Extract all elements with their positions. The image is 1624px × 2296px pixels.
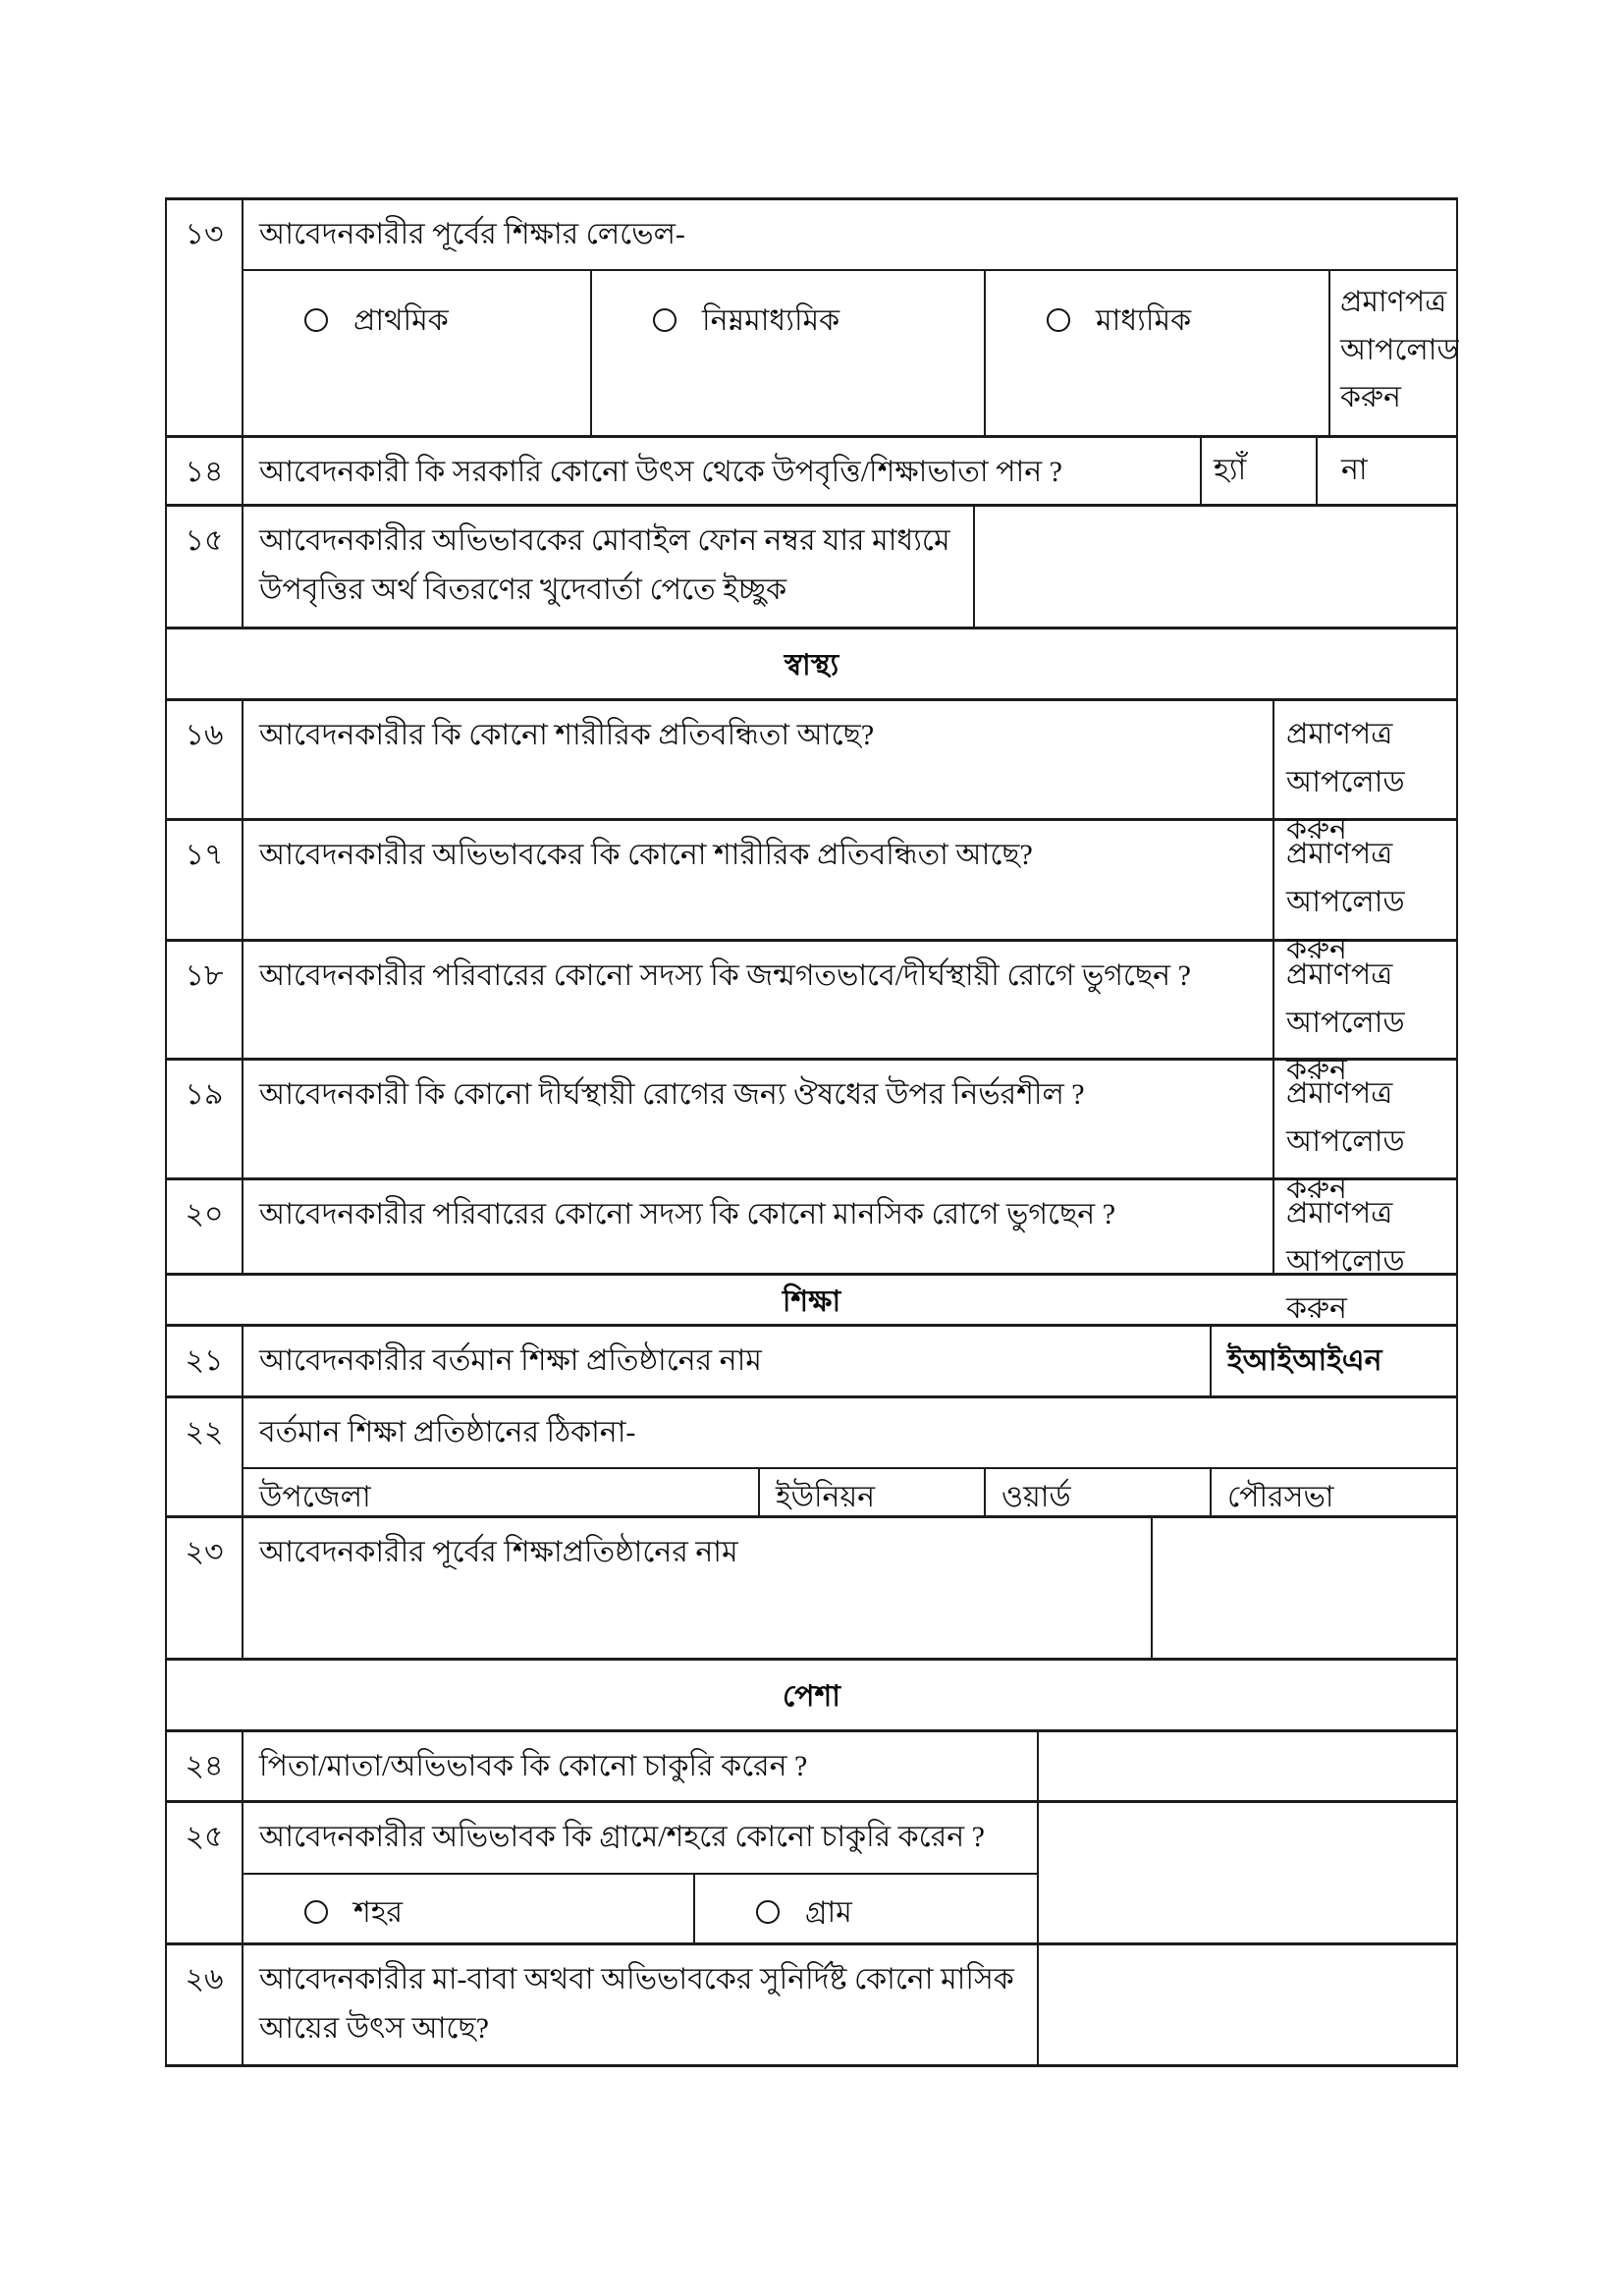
row14-question: আবেদনকারী কি সরকারি কোনো উৎস থেকে উপবৃত্তি/শিক্ষাভাতা পান ? xyxy=(244,438,1202,504)
row-23 xyxy=(167,1518,1456,1661)
row-24 xyxy=(167,1732,1456,1803)
row22-pourashava-cell[interactable]: পৌরসভা xyxy=(1227,1481,1334,1513)
row24-number: ২৪ xyxy=(167,1732,244,1800)
education-level-option-primary[interactable] xyxy=(244,271,592,435)
radio-icon xyxy=(1047,308,1070,332)
row18-question: আবেদনকারীর পরিবারের কোনো সদস্য কি জন্মগতভাবে/দীর্ঘস্থায়ী রোগে ভুগছেন ? xyxy=(244,942,1274,1058)
option-label: মাধ্যমিক xyxy=(1096,304,1192,338)
row16-number: ১৬ xyxy=(167,701,244,818)
row-18 xyxy=(167,942,1456,1087)
option-label: নিম্নমাধ্যমিক xyxy=(702,304,840,338)
row14-yes-cell[interactable]: হ্যাঁ xyxy=(1202,438,1318,504)
option-label: প্রাথমিক xyxy=(353,304,449,338)
row19-question: আবেদনকারী কি কোনো দীর্ঘস্থায়ী রোগের জন্য ঔষধের উপর নির্ভরশীল ? xyxy=(244,1061,1274,1177)
application-form-table xyxy=(165,197,1458,2067)
row-13 xyxy=(167,200,1459,438)
row19-number: ১৯ xyxy=(167,1061,244,1177)
radio-icon xyxy=(304,1900,328,1924)
row-21 xyxy=(167,1327,1456,1398)
row15-phone-input-cell[interactable] xyxy=(975,507,1456,627)
row16-question: আবেদনকারীর কি কোনো শারীরিক প্রতিবন্ধিতা আছে? xyxy=(244,701,1274,818)
row26-number: ২৬ xyxy=(167,1945,244,2064)
radio-icon xyxy=(756,1900,780,1924)
row25-number: ২৫ xyxy=(167,1803,244,1942)
row-25 xyxy=(167,1803,1456,1945)
row25-option-village[interactable] xyxy=(695,1875,1037,1942)
row26-answer-input-cell[interactable] xyxy=(1039,1945,1456,2064)
row21-eiin-input-cell[interactable]: ইআইআইএন xyxy=(1227,1344,1382,1377)
row22-question: বর্তমান শিক্ষা প্রতিষ্ঠানের ঠিকানা- xyxy=(244,1398,1456,1469)
row23-answer-input-cell[interactable] xyxy=(1153,1518,1456,1658)
row25-question: আবেদনকারীর অভিভাবক কি গ্রামে/শহরে কোনো চাকুরি করেন ? xyxy=(244,1803,1037,1875)
row23-question: আবেদনকারীর পূর্বের শিক্ষাপ্রতিষ্ঠানের নাম xyxy=(244,1518,1153,1658)
row18-upload-certificate-button[interactable]: প্রমাণপত্র আপলোড করুন xyxy=(1286,958,1405,1087)
row22-number: ২২ xyxy=(167,1398,244,1515)
section-header-health: স্বাস্থ্য xyxy=(167,629,1456,701)
section-header-occupation: পেশা xyxy=(167,1661,1456,1732)
row17-upload-certificate-button[interactable]: প্রমাণপত্র আপলোড করুন xyxy=(1286,838,1405,966)
row-26 xyxy=(167,1945,1456,2064)
row22-ward-cell[interactable]: ওয়ার্ড xyxy=(986,1469,1212,1515)
row13-upload-certificate-button[interactable]: প্রমাণপত্র আপলোড করুন xyxy=(1340,286,1459,414)
row20-number: ২০ xyxy=(167,1180,244,1273)
row13-number: ১৩ xyxy=(167,200,244,435)
row15-number: ১৫ xyxy=(167,507,244,627)
education-level-option-secondary[interactable] xyxy=(986,271,1330,435)
row16-upload-certificate-button[interactable]: প্রমাণপত্র আপলোড করুন xyxy=(1286,718,1405,847)
radio-icon xyxy=(304,308,328,332)
row22-upazila-cell[interactable]: উপজেলা xyxy=(244,1469,760,1515)
row-17 xyxy=(167,821,1456,966)
row20-question: আবেদনকারীর পরিবারের কোনো সদস্য কি কোনো মানসিক রোগে ভুগছেন ? xyxy=(244,1180,1274,1273)
row20-upload-certificate-button[interactable]: প্রমাণপত্র আপলোড করুন xyxy=(1286,1197,1405,1326)
section-header-education: শিক্ষা xyxy=(167,1276,1456,1327)
row25-option-city[interactable] xyxy=(244,1875,695,1942)
row14-no-cell[interactable]: না xyxy=(1341,454,1368,486)
row25-answer-input-cell[interactable] xyxy=(1039,1803,1456,1942)
row26-question: আবেদনকারীর মা-বাবা অথবা অভিভাবকের সুনির্দিষ্ট কোনো মাসিক আয়ের উৎস আছে? xyxy=(244,1945,1039,2064)
row17-question: আবেদনকারীর অভিভাবকের কি কোনো শারীরিক প্রতিবন্ধিতা আছে? xyxy=(244,821,1274,939)
row-14 xyxy=(167,438,1456,507)
row17-number: ১৭ xyxy=(167,821,244,939)
row24-question: পিতা/মাতা/অভিভাবক কি কোনো চাকুরি করেন ? xyxy=(244,1732,1039,1800)
row15-question: আবেদনকারীর অভিভাবকের মোবাইল ফোন নম্বর যার মাধ্যমে উপবৃত্তির অর্থ বিতরণের খুদেবার্তা পেতে ইচ্ছুক xyxy=(244,507,975,627)
row24-answer-input-cell[interactable] xyxy=(1039,1732,1456,1800)
row21-number: ২১ xyxy=(167,1327,244,1395)
row21-question: আবেদনকারীর বর্তমান শিক্ষা প্রতিষ্ঠানের নাম xyxy=(244,1327,1212,1395)
row18-number: ১৮ xyxy=(167,942,244,1058)
row-15 xyxy=(167,507,1456,629)
row19-upload-certificate-button[interactable]: প্রমাণপত্র আপলোড করুন xyxy=(1286,1077,1405,1206)
row22-union-cell[interactable]: ইউনিয়ন xyxy=(760,1469,986,1515)
row-19 xyxy=(167,1061,1456,1206)
radio-icon xyxy=(653,308,677,332)
row14-number: ১৪ xyxy=(167,438,244,504)
option-label: শহর xyxy=(353,1895,404,1929)
row13-question: আবেদনকারীর পূর্বের শিক্ষার লেভেল- xyxy=(244,200,1456,271)
option-label: গ্রাম xyxy=(805,1895,852,1929)
row-22 xyxy=(167,1398,1456,1518)
education-level-option-lower-secondary[interactable] xyxy=(592,271,986,435)
row-16 xyxy=(167,701,1456,847)
row23-number: ২৩ xyxy=(167,1518,244,1658)
